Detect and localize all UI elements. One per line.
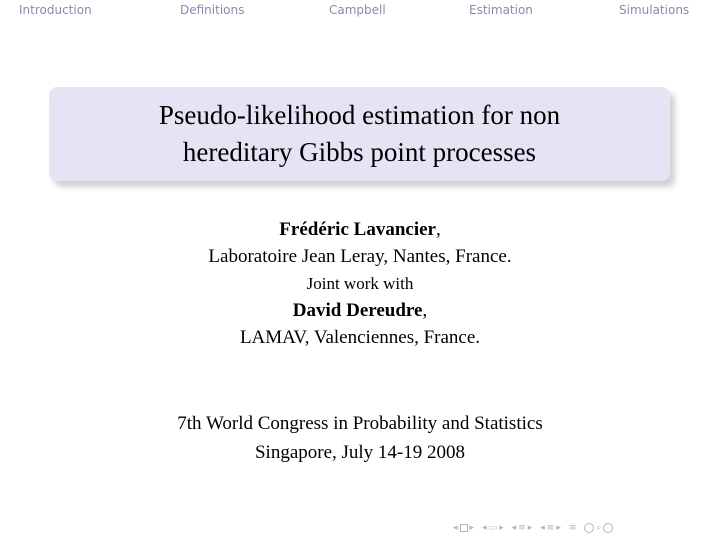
nav-next-icon[interactable]: ▸ bbox=[499, 523, 504, 533]
nav-next-frame-icon[interactable]: ▸ bbox=[469, 523, 475, 533]
title-line-2: hereditary Gibbs point processes bbox=[182, 137, 537, 167]
author1-affiliation: Laboratoire Jean Leray, Nantes, France. bbox=[208, 246, 512, 267]
conference-block bbox=[0, 409, 720, 467]
author2-name: David Dereudre bbox=[292, 300, 423, 321]
author2-affiliation: LAMAV, Valenciennes, France. bbox=[239, 327, 481, 348]
conference-name: 7th World Congress in Probability and Statistics bbox=[177, 413, 543, 434]
back-icon[interactable] bbox=[584, 523, 594, 533]
author2-line bbox=[0, 297, 720, 324]
author2-separator: , bbox=[422, 300, 428, 321]
joint-work-text: Joint work with bbox=[306, 274, 414, 293]
nav-first-icon[interactable]: ◂ bbox=[453, 523, 458, 533]
frame-icon[interactable] bbox=[460, 524, 468, 532]
conference-place-date: Singapore, July 14-19 2008 bbox=[254, 442, 466, 463]
nav-item-estimation[interactable]: Estimation bbox=[469, 3, 533, 17]
nav-item-definitions[interactable]: Definitions bbox=[180, 3, 245, 17]
document-next-icon[interactable]: ▸ bbox=[556, 523, 561, 533]
subsection-icon[interactable]: ▭ bbox=[488, 523, 498, 533]
beamer-navigation-symbols bbox=[453, 522, 615, 534]
document-prev-icon[interactable]: ◂ bbox=[540, 523, 545, 533]
title-line-1: Pseudo-likelihood estimation for non bbox=[158, 100, 561, 130]
section-next-icon[interactable]: ▸ bbox=[527, 523, 533, 533]
title-box bbox=[49, 87, 670, 181]
section-icon[interactable]: ≡ bbox=[518, 523, 526, 533]
document-icon[interactable]: ≡ bbox=[546, 523, 555, 533]
forward-icon[interactable] bbox=[603, 523, 613, 533]
author1-separator: , bbox=[435, 219, 441, 240]
nav-item-campbell[interactable]: Campbell bbox=[329, 3, 386, 17]
author1-name: Frédéric Lavancier bbox=[279, 219, 436, 240]
author1-line bbox=[0, 216, 720, 243]
nav-item-introduction[interactable]: Introduction bbox=[19, 3, 92, 17]
nav-prev-icon[interactable]: ◂ bbox=[482, 523, 487, 533]
search-icon[interactable]: ⌕ bbox=[596, 523, 602, 533]
section-navbar bbox=[0, 0, 720, 20]
align-icon[interactable]: ≡ bbox=[568, 523, 577, 533]
section-prev-icon[interactable]: ◂ bbox=[511, 523, 517, 533]
nav-item-simulations[interactable]: Simulations bbox=[619, 3, 690, 17]
author-block bbox=[0, 216, 720, 351]
